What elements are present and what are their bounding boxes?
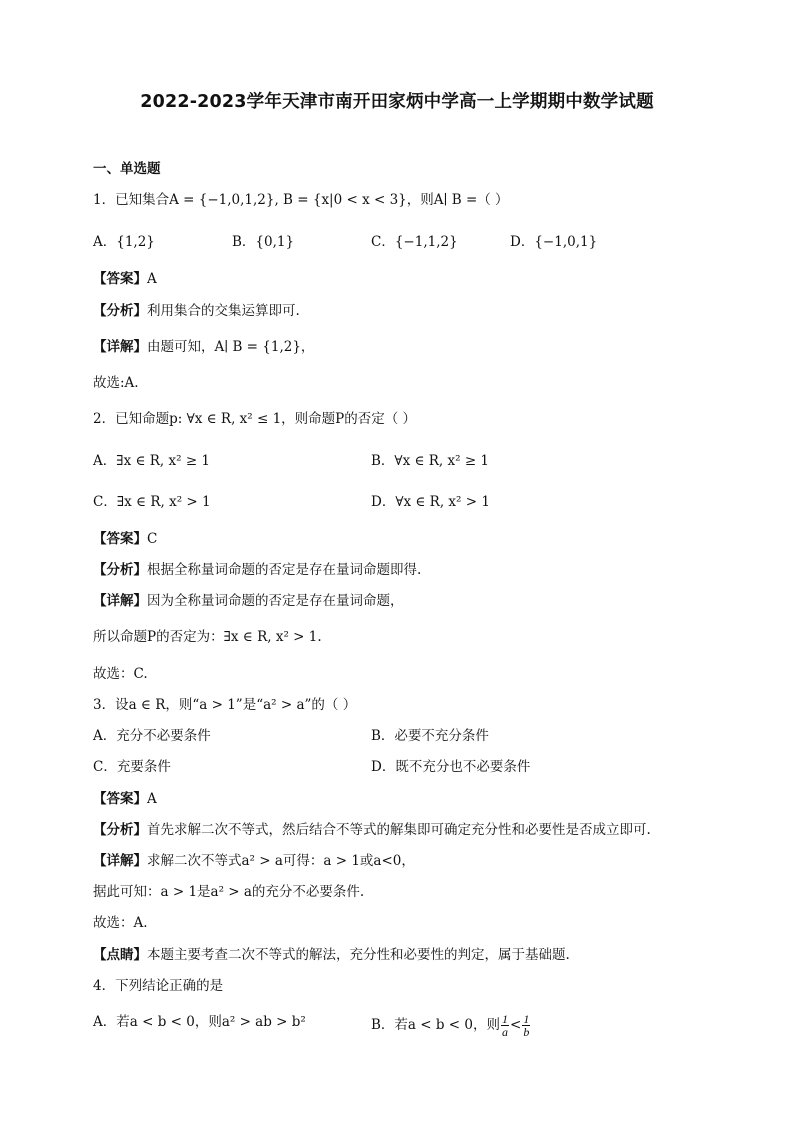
q2-conclusion: 故选：C. — [93, 666, 148, 682]
q3-option-b: B．必要不充分条件 — [371, 728, 489, 744]
analysis-text: 根据全称量词命题的否定是存在量词命题即得. — [147, 562, 422, 578]
less-than-sign: < — [510, 1017, 522, 1033]
q2-option-c: C．∃x ∈ R, x² > 1 — [93, 494, 211, 510]
answer-label: 【答案】 — [93, 531, 147, 547]
question-3-stem: 3．设a ∈ R，则“a > 1”是“a² > a”的（ ） — [93, 697, 357, 713]
q3-conclusion: 故选：A. — [93, 915, 148, 931]
detail-label: 【详解】 — [93, 339, 147, 355]
q3-answer — [93, 790, 157, 808]
question-1-stem: 1．已知集合A = {−1,0,1,2}, B = {x|0 < x < 3}，则A∣ B =（ ） — [93, 192, 509, 208]
q4-option-b — [371, 1013, 531, 1038]
q1-detail — [93, 338, 314, 356]
q3-option-c: C．充要条件 — [93, 759, 171, 775]
answer-value: C — [147, 531, 158, 547]
detail-text: 因为全称量词命题的否定是存在量词命题， — [147, 593, 404, 609]
q1-answer — [93, 270, 157, 288]
answer-value: A — [147, 791, 157, 807]
q2-detail-continued: 所以命题P的否定为：∃x ∈ R, x² > 1. — [93, 629, 322, 645]
q1-conclusion: 故选:A. — [93, 375, 139, 391]
page-title: 2022-2023学年天津市南开田家炳中学高一上学期期中数学试题 — [140, 92, 654, 112]
fraction-numerator: 1 — [523, 1012, 530, 1026]
q2-option-b: B．∀x ∈ R, x² ≥ 1 — [371, 453, 490, 469]
analysis-label: 【分析】 — [93, 303, 147, 319]
detail-label: 【详解】 — [93, 853, 147, 869]
answer-value: A — [147, 271, 157, 287]
q2-detail — [93, 592, 404, 610]
detail-label: 【详解】 — [93, 593, 147, 609]
q2-option-a: A．∃x ∈ R, x² ≥ 1 — [93, 453, 211, 469]
fraction-numerator: 1 — [502, 1012, 508, 1026]
detail-text: 由题可知，A∣ B = {1,2}， — [147, 339, 315, 355]
section-heading: 一、单选题 — [93, 161, 161, 177]
q3-detail — [93, 852, 415, 870]
q2-analysis — [93, 561, 421, 579]
question-4-stem: 4．下列结论正确的是 — [93, 978, 224, 994]
q3-analysis — [93, 821, 651, 839]
detail-text: 求解二次不等式a² > a可得：a > 1或a<0， — [147, 853, 415, 869]
q3-detail-continued: 据此可知：a > 1是a² > a的充分不必要条件. — [93, 884, 365, 900]
q1-option-d: D．{−1,0,1} — [510, 234, 598, 250]
fraction-1-over-b — [522, 1013, 530, 1038]
q4-option-b-prefix: B．若a < b < 0，则 — [371, 1017, 500, 1033]
question-2-stem: 2．已知命题p: ∀x ∈ R, x² ≤ 1，则命题P的否定（ ） — [93, 411, 417, 427]
q3-comment — [93, 946, 570, 964]
fraction-1-over-a — [501, 1013, 509, 1038]
q3-option-d: D．既不充分也不必要条件 — [371, 759, 531, 775]
fraction-denominator: b — [523, 1025, 530, 1039]
analysis-text: 首先求解二次不等式，然后结合不等式的解集即可确定充分性和必要性是否成立即可. — [147, 822, 651, 838]
answer-label: 【答案】 — [93, 271, 147, 287]
comment-label: 【点睛】 — [93, 947, 147, 963]
q3-option-a: A．充分不必要条件 — [93, 728, 211, 744]
analysis-label: 【分析】 — [93, 562, 147, 578]
q1-option-a: A．{1,2} — [93, 234, 155, 250]
answer-label: 【答案】 — [93, 791, 147, 807]
q1-option-b: B．{0,1} — [232, 234, 295, 250]
fraction-denominator: a — [502, 1025, 508, 1039]
comment-text: 本题主要考查二次不等式的解法，充分性和必要性的判定，属于基础题. — [147, 947, 570, 963]
analysis-label: 【分析】 — [93, 822, 147, 838]
analysis-text: 利用集合的交集运算即可. — [147, 303, 300, 319]
q2-answer — [93, 530, 157, 548]
q4-option-a: A．若a < b < 0，则a² > ab > b² — [93, 1014, 306, 1030]
q1-option-c: C．{−1,1,2} — [371, 234, 458, 250]
q2-option-d: D．∀x ∈ R, x² > 1 — [371, 494, 490, 510]
q1-analysis — [93, 302, 300, 320]
